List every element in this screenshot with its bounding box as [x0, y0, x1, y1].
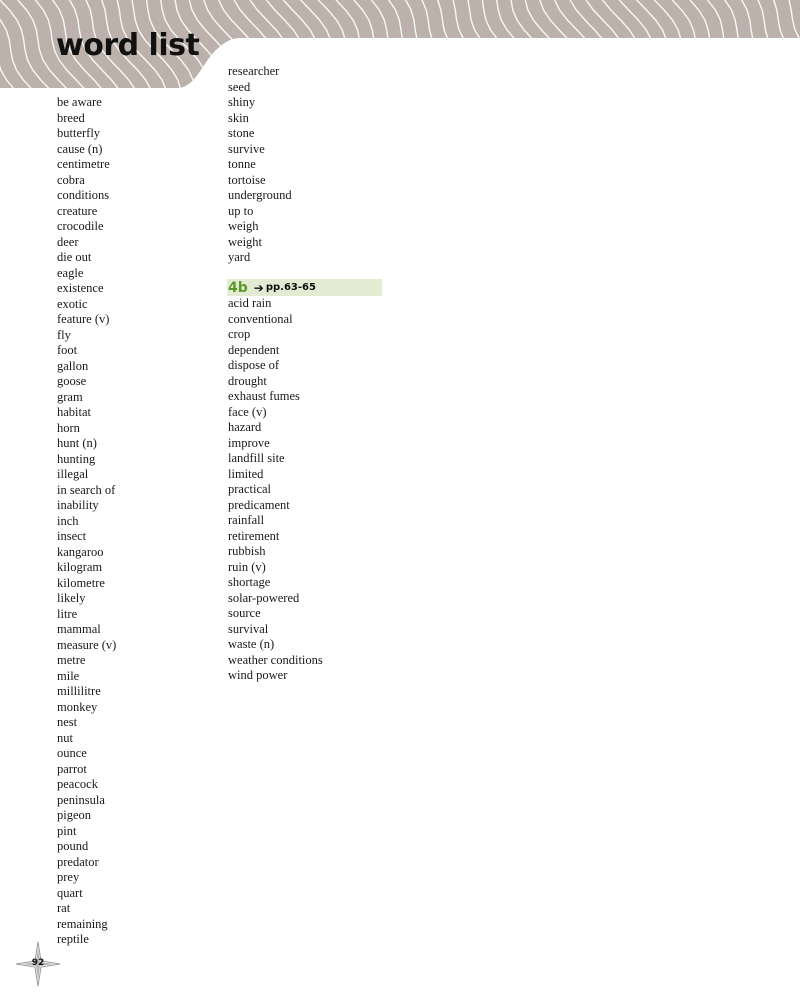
word-list-item: stone — [228, 126, 255, 140]
page-title: word list — [56, 28, 200, 63]
word-list-item: breed — [57, 110, 85, 125]
word-list-item: hazard — [228, 420, 262, 434]
word-list-item: mile — [57, 668, 80, 683]
word-list-item: seed — [228, 79, 251, 94]
word-list-item: creature — [57, 203, 98, 218]
word-list-item: eagle — [57, 265, 84, 280]
word-list-item: gram — [57, 389, 83, 404]
word-list-item: improve — [228, 435, 270, 450]
word-list-item: centimetre — [57, 157, 110, 171]
word-list-item: underground — [228, 188, 292, 202]
word-list-item: deer — [57, 234, 79, 249]
word-list-item: prey — [57, 870, 80, 884]
word-list-item: tonne — [228, 157, 256, 171]
word-list-item: reptile — [57, 932, 89, 946]
word-list-item: dependent — [228, 342, 280, 357]
word-list-item: feature (v) — [57, 312, 110, 326]
word-list-item: illegal — [57, 467, 89, 481]
word-list-item: parrot — [57, 761, 87, 776]
section-pages: pp.63-65 — [265, 282, 316, 293]
word-list-item: solar-powered — [228, 590, 300, 605]
word-list-item: shiny — [228, 95, 256, 109]
word-list-item: rubbish — [228, 544, 266, 558]
word-list-item: metre — [57, 653, 86, 667]
word-list-item: waste (n) — [228, 637, 275, 651]
word-list-item: exhaust fumes — [228, 389, 300, 403]
word-list-item: skin — [228, 110, 249, 125]
word-list-item: quart — [57, 885, 83, 900]
word-list-item: exotic — [57, 296, 88, 311]
word-list-item: rainfall — [228, 513, 265, 527]
word-list-item: hunting — [57, 451, 96, 466]
word-list-item: likely — [57, 591, 86, 605]
word-list-item: in search of — [57, 482, 116, 497]
word-list-item: foot — [57, 343, 78, 357]
word-list-item: gallon — [57, 358, 89, 373]
word-list-item: pigeon — [57, 808, 92, 822]
word-list-item: kangaroo — [57, 544, 104, 559]
word-list-item: peninsula — [57, 792, 105, 807]
word-list-item: insect — [57, 529, 87, 543]
section-header-4b — [227, 279, 382, 296]
word-list-item: existence — [57, 281, 104, 295]
word-list-item: pint — [57, 823, 77, 838]
word-list-item: acid rain — [228, 296, 272, 310]
word-list-item: predator — [57, 854, 99, 869]
word-list-item: conventional — [228, 311, 293, 326]
word-list-item: survive — [228, 141, 265, 156]
word-list-item: fly — [57, 327, 71, 342]
word-list-item: nest — [57, 715, 78, 729]
word-list-item: hunt (n) — [57, 436, 97, 450]
word-list-item: inch — [57, 513, 79, 528]
word-list-item: pound — [57, 839, 89, 853]
word-list-item: peacock — [57, 777, 98, 791]
word-list-item: crocodile — [57, 219, 104, 233]
word-list-item: nut — [57, 730, 73, 745]
word-list-item: up to — [228, 203, 254, 218]
word-list-item: butterfly — [57, 126, 101, 140]
word-list-item: kilogram — [57, 560, 103, 574]
word-list-item: ounce — [57, 746, 87, 760]
page-number: 92 — [31, 958, 45, 968]
section-code: 4b — [228, 279, 248, 296]
word-list-item: cobra — [57, 172, 85, 187]
word-list-item: monkey — [57, 699, 98, 714]
word-list-item: die out — [57, 250, 92, 264]
word-list-item: inability — [57, 498, 99, 512]
word-list-item: landfill site — [228, 451, 285, 465]
word-list-item: measure (v) — [57, 637, 117, 652]
word-list-item: conditions — [57, 188, 110, 202]
word-list-item: be aware — [57, 95, 102, 109]
arrow-right-icon: ➔ — [253, 280, 264, 295]
word-list-item: crop — [228, 327, 251, 341]
word-list-item: horn — [57, 420, 80, 435]
word-list-item: millilitre — [57, 684, 101, 698]
word-list-item: mammal — [57, 622, 101, 636]
word-list-item: habitat — [57, 405, 92, 419]
word-list-column-2 — [228, 64, 292, 266]
word-list-item: dispose of — [228, 358, 280, 372]
word-list-item: cause (n) — [57, 141, 103, 156]
word-list-item: wind power — [228, 668, 288, 682]
word-list-item: ruin (v) — [228, 559, 266, 574]
word-list-item: weight — [228, 234, 263, 249]
word-list-item: weather conditions — [228, 652, 323, 667]
word-list-item: rat — [57, 901, 71, 915]
word-list-item: kilometre — [57, 575, 105, 590]
word-list-section-4b — [228, 296, 323, 684]
word-list-item: litre — [57, 606, 78, 621]
word-list-item: practical — [228, 482, 272, 496]
word-list-item: predicament — [228, 497, 290, 512]
word-list-item: remaining — [57, 916, 108, 931]
word-list-item: survival — [228, 621, 269, 636]
word-list-item: drought — [228, 373, 267, 388]
word-list-item: tortoise — [228, 172, 266, 187]
word-list-item: weigh — [228, 219, 259, 233]
word-list-item: limited — [228, 466, 264, 481]
word-list-column-1 — [57, 95, 116, 948]
word-list-item: researcher — [228, 64, 280, 78]
word-list-item: face (v) — [228, 404, 267, 419]
word-list-item: yard — [228, 250, 251, 264]
word-list-item: retirement — [228, 528, 280, 543]
word-list-item: goose — [57, 374, 87, 388]
word-list-item: source — [228, 606, 261, 620]
word-list-item: shortage — [228, 575, 271, 589]
